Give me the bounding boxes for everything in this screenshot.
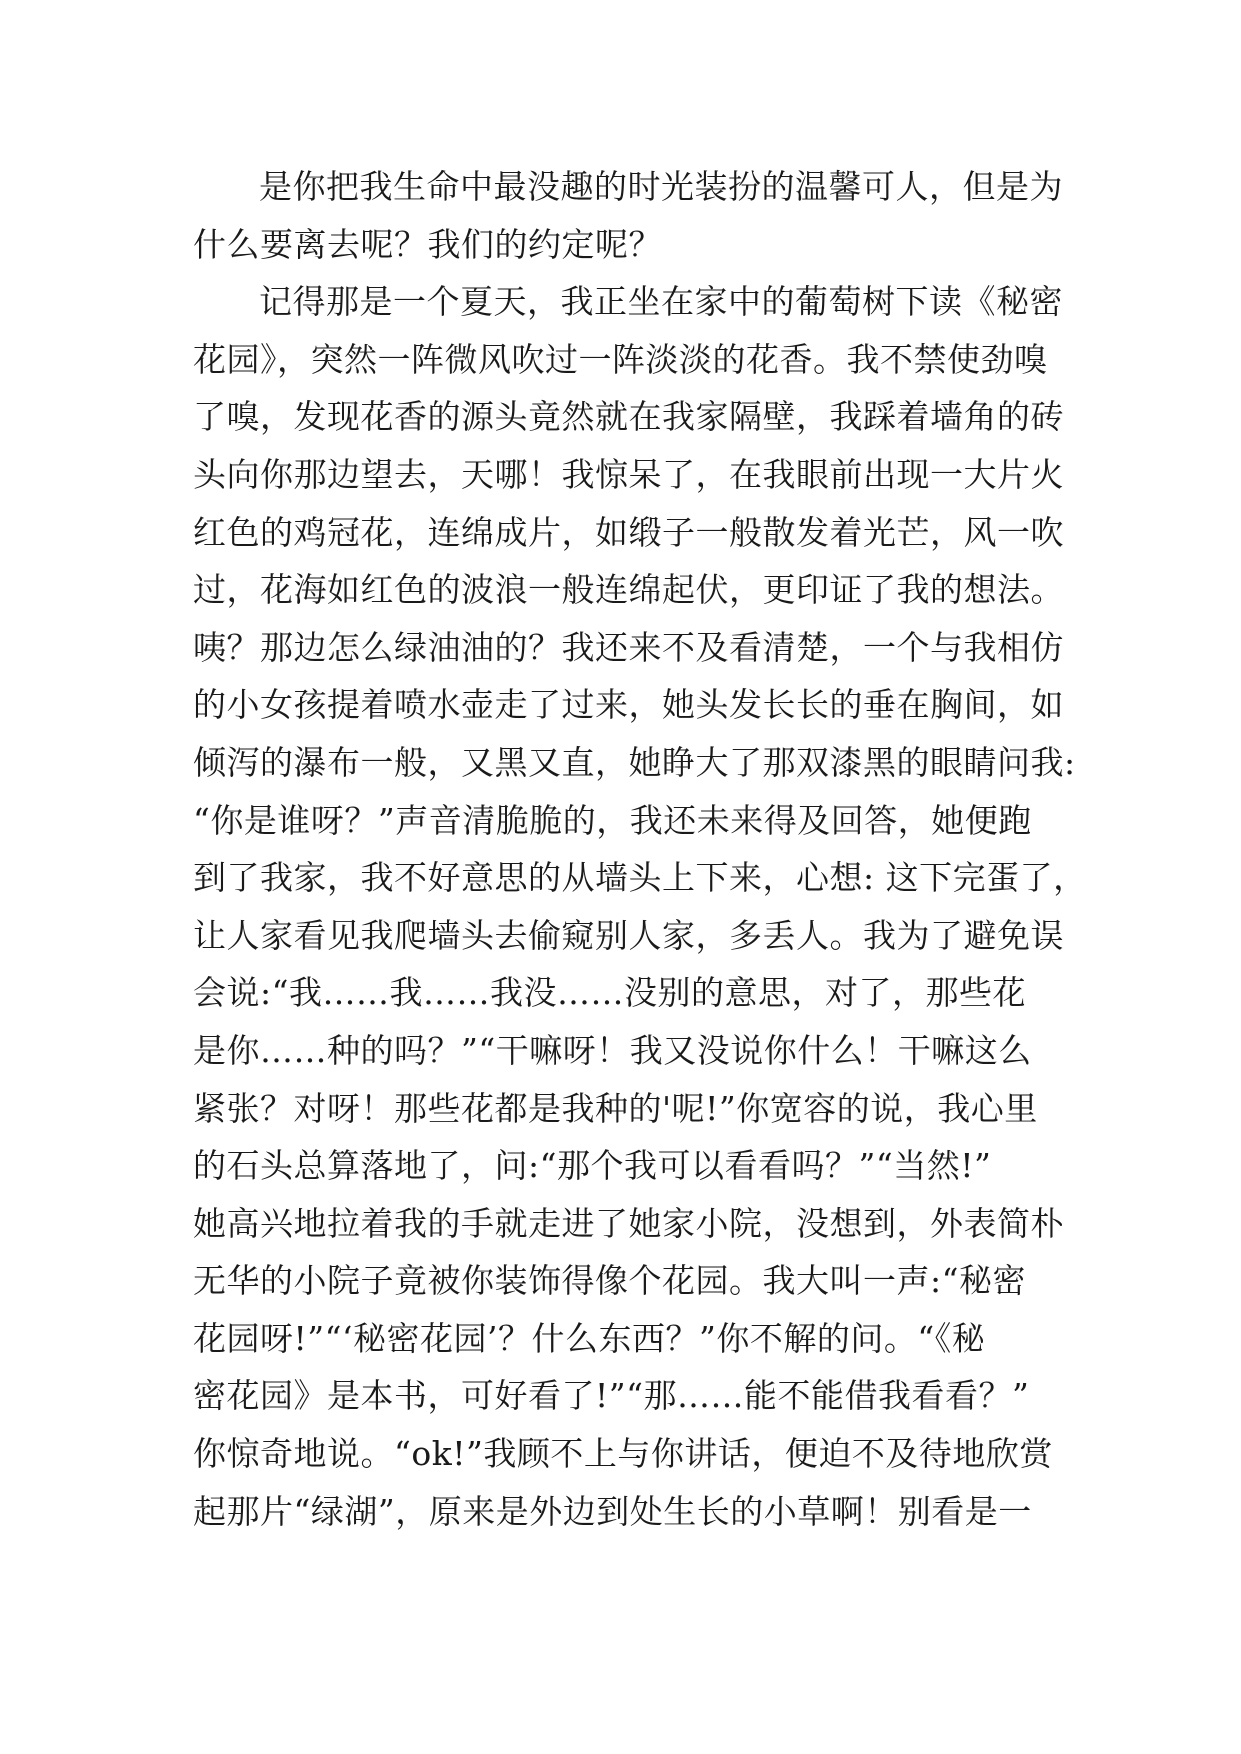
text-line: 会说:“我……我……我没……没别的意思，对了，那些花 [193,973,1026,1013]
text-line: 红色的鸡冠花，连绵成片，如缎子一般散发着光芒，风一吹 [193,512,1064,552]
essay-text [193,158,1087,1540]
text-line: 的石头总算落地了，问:“那个我可以看看吗？”“当然!” [193,1146,992,1186]
text-line: 密花园》是本书，可好看了!”“那……能不能借我看看？” [193,1376,1030,1416]
text-line: 是你……种的吗？”“干嘛呀！我又没说你什么！干嘛这么 [193,1030,1032,1070]
text-line: 了嗅，发现花香的源头竟然就在我家隔壁，我踩着墙角的砖 [193,397,1064,437]
text-line: “你是谁呀？”声音清脆脆的，我还未来得及回答，她便跑 [193,800,1032,840]
text-line: 你惊奇地说。“ok!”我顾不上与你讲话，便迫不及待地欣赏 [193,1434,1053,1474]
text-line: 头向你那边望去，天哪！我惊呆了，在我眼前出现一大片火 [193,454,1064,494]
text-line: 过，花海如红色的波浪一般连绵起伏，更印证了我的想法。 [193,570,1064,610]
text-line: 咦？那边怎么绿油油的？我还来不及看清楚，一个与我相仿 [193,627,1064,667]
text-line: 的小女孩提着喷水壶走了过来，她头发长长的垂在胸间，如 [193,685,1064,725]
text-line: 让人家看见我爬墙头去偷窥别人家，多丢人。我为了避免误 [193,915,1064,955]
text-line: 是你把我生命中最没趣的时光装扮的温馨可人，但是为 [259,167,1063,206]
text-line: 记得那是一个夏天，我正坐在家中的葡萄树下读《秘密 [259,282,1063,322]
text-line: 紧张？对呀！那些花都是我种的'呢!”你宽容的说，我心里 [193,1088,1038,1128]
text-line: 到了我家，我不好意思的从墙头上下来，心想: 这下完蛋了， [193,858,1087,898]
text-line: 起那片“绿湖”，原来是外边到处生长的小草啊！别看是一 [193,1491,1032,1531]
text-line: 无华的小院子竟被你装饰得像个花园。我大叫一声:“秘密 [193,1261,1026,1301]
text-line: 什么要离去呢？我们的约定呢？ [193,224,662,264]
text-line: 她高兴地拉着我的手就走进了她家小院，没想到，外表简朴 [193,1203,1064,1243]
text-line: 花园呀!”“‘秘密花园’？什么东西？”你不解的问。“《秘 [193,1318,986,1358]
text-line: 花园》，突然一阵微风吹过一阵淡淡的花香。我不禁使劲嗅 [193,339,1048,379]
text-line: 倾泻的瀑布一般，又黑又直，她睁大了那双漆黑的眼睛问我: [193,742,1076,782]
